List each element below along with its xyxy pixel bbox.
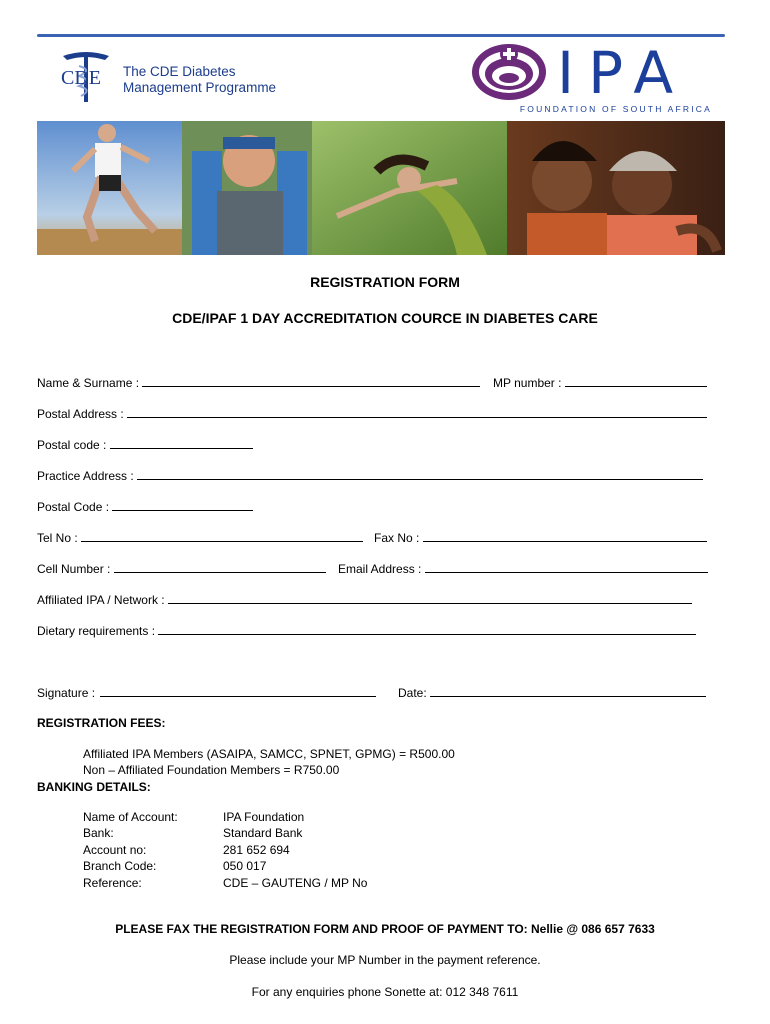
fax-no-line[interactable] [423, 531, 707, 542]
practice-postal-code-label: Postal Code : [37, 500, 110, 514]
postal-address-field[interactable] [37, 407, 707, 422]
signature-line[interactable] [100, 686, 376, 697]
bank-row-reference-label: Reference: [83, 876, 142, 890]
cde-letter-c: CDE [61, 67, 101, 89]
postal-code-field[interactable] [37, 438, 253, 453]
date-field[interactable] [398, 686, 706, 701]
hiker-photo [192, 135, 307, 255]
cell-number-line[interactable] [114, 562, 326, 573]
bank-row-account-name-label: Name of Account: [83, 810, 178, 824]
dietary-field[interactable] [37, 624, 696, 639]
bank-row-branch-code-value: 050 017 [223, 859, 267, 873]
enquiry-contact: For any enquiries phone Sonette at: 012 348 7611 [251, 985, 519, 999]
bank-row-account-name-value: IPA Foundation [223, 810, 305, 824]
bank-row-reference-value: CDE – GAUTENG / MP No [223, 876, 368, 890]
form-title: REGISTRATION FORM [310, 274, 460, 290]
practice-address-label: Practice Address : [37, 469, 134, 483]
bank-row-branch-code-label: Branch Code: [83, 859, 157, 873]
ipa-emblem [469, 42, 549, 102]
affiliated-network-field[interactable] [37, 593, 692, 608]
practice-postal-code-field[interactable] [37, 500, 253, 515]
fee-non-affiliated: Non – Affiliated Foundation Members = R750.00 [83, 763, 340, 777]
tel-no-line[interactable] [81, 531, 363, 542]
postal-code-line[interactable] [110, 438, 253, 449]
dietary-line[interactable] [158, 624, 696, 635]
photo-banner [37, 121, 725, 255]
name-surname-label: Name & Surname : [37, 376, 140, 390]
cell-number-field[interactable] [37, 562, 326, 577]
banking-details-heading: BANKING DETAILS: [37, 780, 151, 794]
dietary-label: Dietary requirements : [37, 624, 156, 638]
course-title: CDE/IPAF 1 DAY ACCREDITATION COURCE IN DIABETES CARE [172, 310, 598, 326]
cde-caduceus-logo [57, 50, 115, 104]
fax-no-field[interactable] [374, 531, 707, 546]
postal-code-label: Postal code : [37, 438, 107, 452]
name-surname-field[interactable] [37, 376, 480, 391]
cde-line-2: Management Programme [123, 80, 277, 95]
mp-number-field[interactable] [493, 376, 707, 391]
tel-no-label: Tel No : [37, 531, 78, 545]
postal-address-line[interactable] [127, 407, 707, 418]
fax-no-label: Fax No : [374, 531, 420, 545]
fax-instructions: PLEASE FAX THE REGISTRATION FORM AND PROOF OF PAYMENT TO: Nellie @ 086 657 7633 [115, 922, 655, 936]
cell-number-label: Cell Number : [37, 562, 111, 576]
header-rule [37, 34, 725, 37]
mp-reference-note: Please include your MP Number in the payment reference. [229, 953, 541, 967]
registration-fees-heading: REGISTRATION FEES: [37, 716, 166, 730]
bank-row-account-no-value: 281 652 694 [223, 843, 290, 857]
practice-postal-code-line[interactable] [112, 500, 253, 511]
fee-affiliated: Affiliated IPA Members (ASAIPA, SAMCC, SPNET, GPMG) = R500.00 [83, 747, 455, 761]
practice-address-line[interactable] [137, 469, 703, 480]
mp-number-label: MP number : [493, 376, 562, 390]
email-label: Email Address : [338, 562, 422, 576]
tel-no-field[interactable] [37, 531, 363, 546]
ipa-wordmark: IPA [557, 39, 688, 107]
postal-address-label: Postal Address : [37, 407, 124, 421]
date-line[interactable] [430, 686, 706, 697]
cde-line-1: The CDE Diabetes [123, 64, 236, 79]
name-surname-line[interactable] [142, 376, 480, 387]
email-line[interactable] [425, 562, 708, 573]
mp-number-line[interactable] [565, 376, 707, 387]
practice-address-field[interactable] [37, 469, 703, 484]
signature-field[interactable] [37, 686, 376, 701]
bank-row-bank-label: Bank: [83, 826, 114, 840]
ipa-foundation-subtitle: FOUNDATION OF SOUTH AFRICA [519, 104, 712, 114]
signature-label: Signature : [37, 686, 96, 700]
date-label: Date: [398, 686, 427, 700]
letterhead [37, 34, 725, 122]
affiliated-network-line[interactable] [168, 593, 692, 604]
bank-row-bank-value: Standard Bank [223, 826, 303, 840]
email-field[interactable] [338, 562, 708, 577]
affiliated-network-label: Affiliated IPA / Network : [37, 593, 165, 607]
bank-row-account-no-label: Account no: [83, 843, 147, 857]
cde-programme-name [123, 64, 276, 96]
